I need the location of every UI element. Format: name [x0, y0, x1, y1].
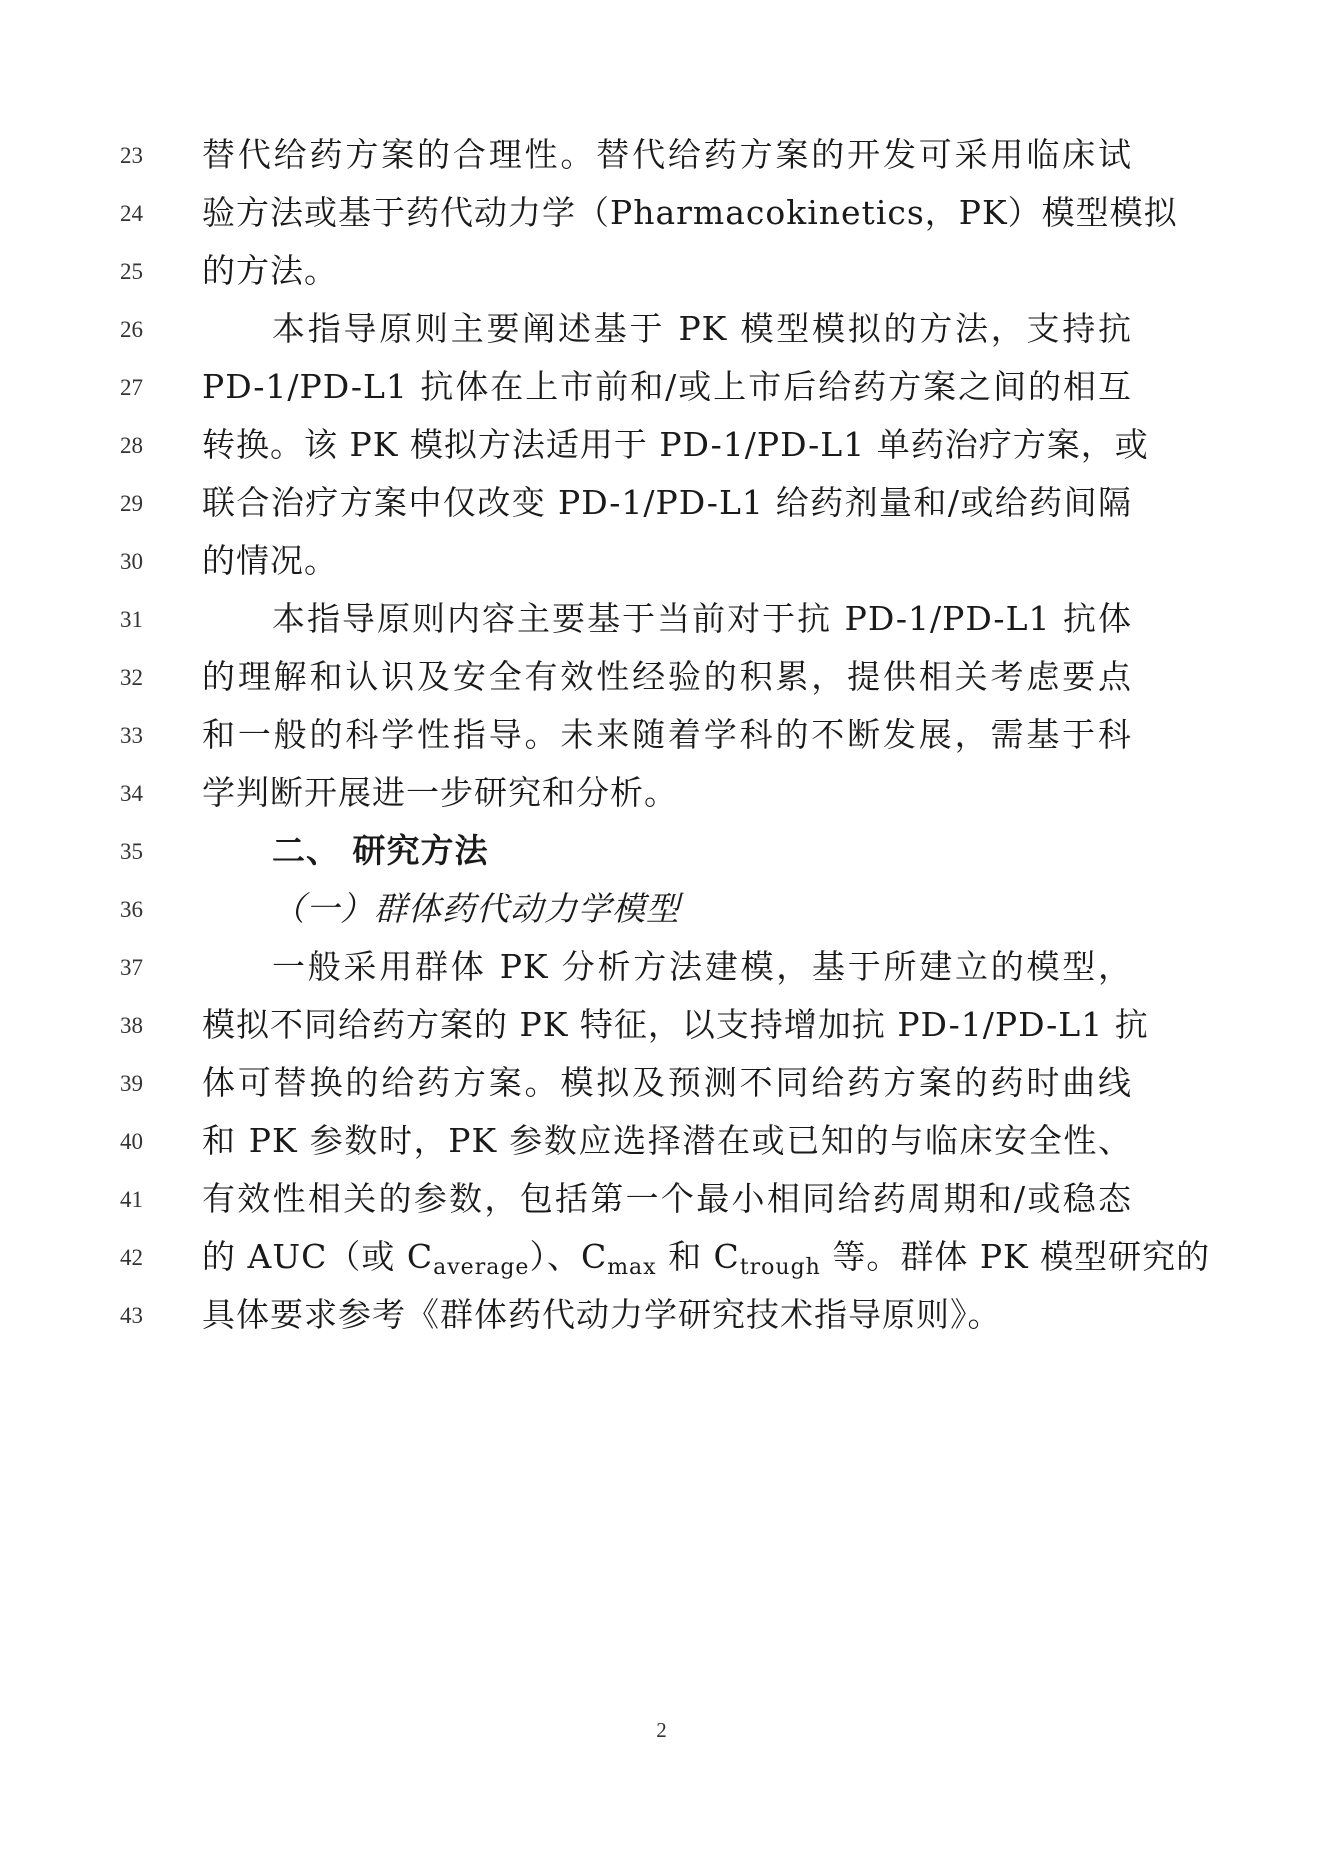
line-number: 25 — [120, 259, 143, 284]
line-text: 的方法。 — [202, 251, 338, 290]
line-text: 体可替换的给药方案。模拟及预测不同给药方案的药时曲线 — [202, 1063, 1132, 1102]
line-number: 26 — [120, 317, 143, 342]
line-text: 的情况。 — [202, 541, 338, 580]
line-text: 的理解和认识及安全有效性经验的积累，提供相关考虑要点 — [202, 657, 1132, 696]
line-text: 验方法或基于药代动力学（Pharmacokinetics，PK）模型模拟 — [202, 193, 1178, 232]
line-text: 替代给药方案的合理性。替代给药方案的开发可采用临床试 — [202, 135, 1132, 174]
line-number: 34 — [120, 781, 143, 806]
line-text: 有效性相关的参数，包括第一个最小相同给药周期和/或稳态 — [202, 1179, 1132, 1218]
text-segment: 等。群体 PK 模型研究的 — [820, 1237, 1211, 1276]
line-number: 27 — [120, 375, 143, 400]
line-number: 37 — [120, 955, 143, 980]
line-number: 23 — [120, 143, 143, 168]
line-number: 24 — [120, 201, 143, 226]
line-number: 42 — [120, 1245, 143, 1270]
line-text: 和 PK 参数时，PK 参数应选择潜在或已知的与临床安全性、 — [202, 1121, 1132, 1160]
page-number: 2 — [656, 1718, 667, 1742]
subsection-heading: （一）群体药代动力学模型 — [272, 889, 680, 928]
line-number: 38 — [120, 1013, 143, 1038]
text-segment: ）、C — [529, 1237, 608, 1276]
line-number: 33 — [120, 723, 143, 748]
text-line — [0, 1280, 1323, 1350]
line-number: 40 — [120, 1129, 143, 1154]
line-text: 一般采用群体 PK 分析方法建模，基于所建立的模型， — [272, 947, 1132, 986]
line-text: 联合治疗方案中仅改变 PD-1/PD-L1 给药剂量和/或给药间隔 — [202, 483, 1132, 522]
line-text: 具体要求参考《群体药代动力学研究技术指导原则》。 — [202, 1295, 1002, 1334]
line-number: 35 — [120, 839, 143, 864]
line-number: 30 — [120, 549, 143, 574]
text-segment: 的 AUC（或 C — [202, 1237, 434, 1276]
line-text: 本指导原则主要阐述基于 PK 模型模拟的方法，支持抗 — [272, 309, 1132, 348]
line-text: 模拟不同给药方案的 PK 特征，以支持增加抗 PD-1/PD-L1 抗 — [202, 1005, 1149, 1044]
subscript-max: max — [607, 1255, 657, 1280]
line-number: 32 — [120, 665, 143, 690]
line-number: 29 — [120, 491, 143, 516]
line-text: 学判断开展进一步研究和分析。 — [202, 773, 678, 812]
line-text: 转换。该 PK 模拟方法适用于 PD-1/PD-L1 单药治疗方案，或 — [202, 425, 1149, 464]
subscript-trough: trough — [739, 1255, 821, 1280]
line-number: 31 — [120, 607, 143, 632]
line-text: 和一般的科学性指导。未来随着学科的不断发展，需基于科 — [202, 715, 1132, 754]
line-number: 36 — [120, 897, 143, 922]
line-number: 28 — [120, 433, 143, 458]
line-text: PD-1/PD-L1 抗体在上市前和/或上市后给药方案之间的相互 — [202, 367, 1132, 406]
line-text: 本指导原则内容主要基于当前对于抗 PD-1/PD-L1 抗体 — [272, 599, 1132, 638]
text-segment: 和 C — [656, 1237, 740, 1276]
section-heading: 二、 研究方法 — [272, 831, 489, 870]
line-number: 39 — [120, 1071, 143, 1096]
line-number: 41 — [120, 1187, 143, 1212]
line-number: 43 — [120, 1303, 143, 1328]
subscript-average: average — [433, 1255, 530, 1280]
